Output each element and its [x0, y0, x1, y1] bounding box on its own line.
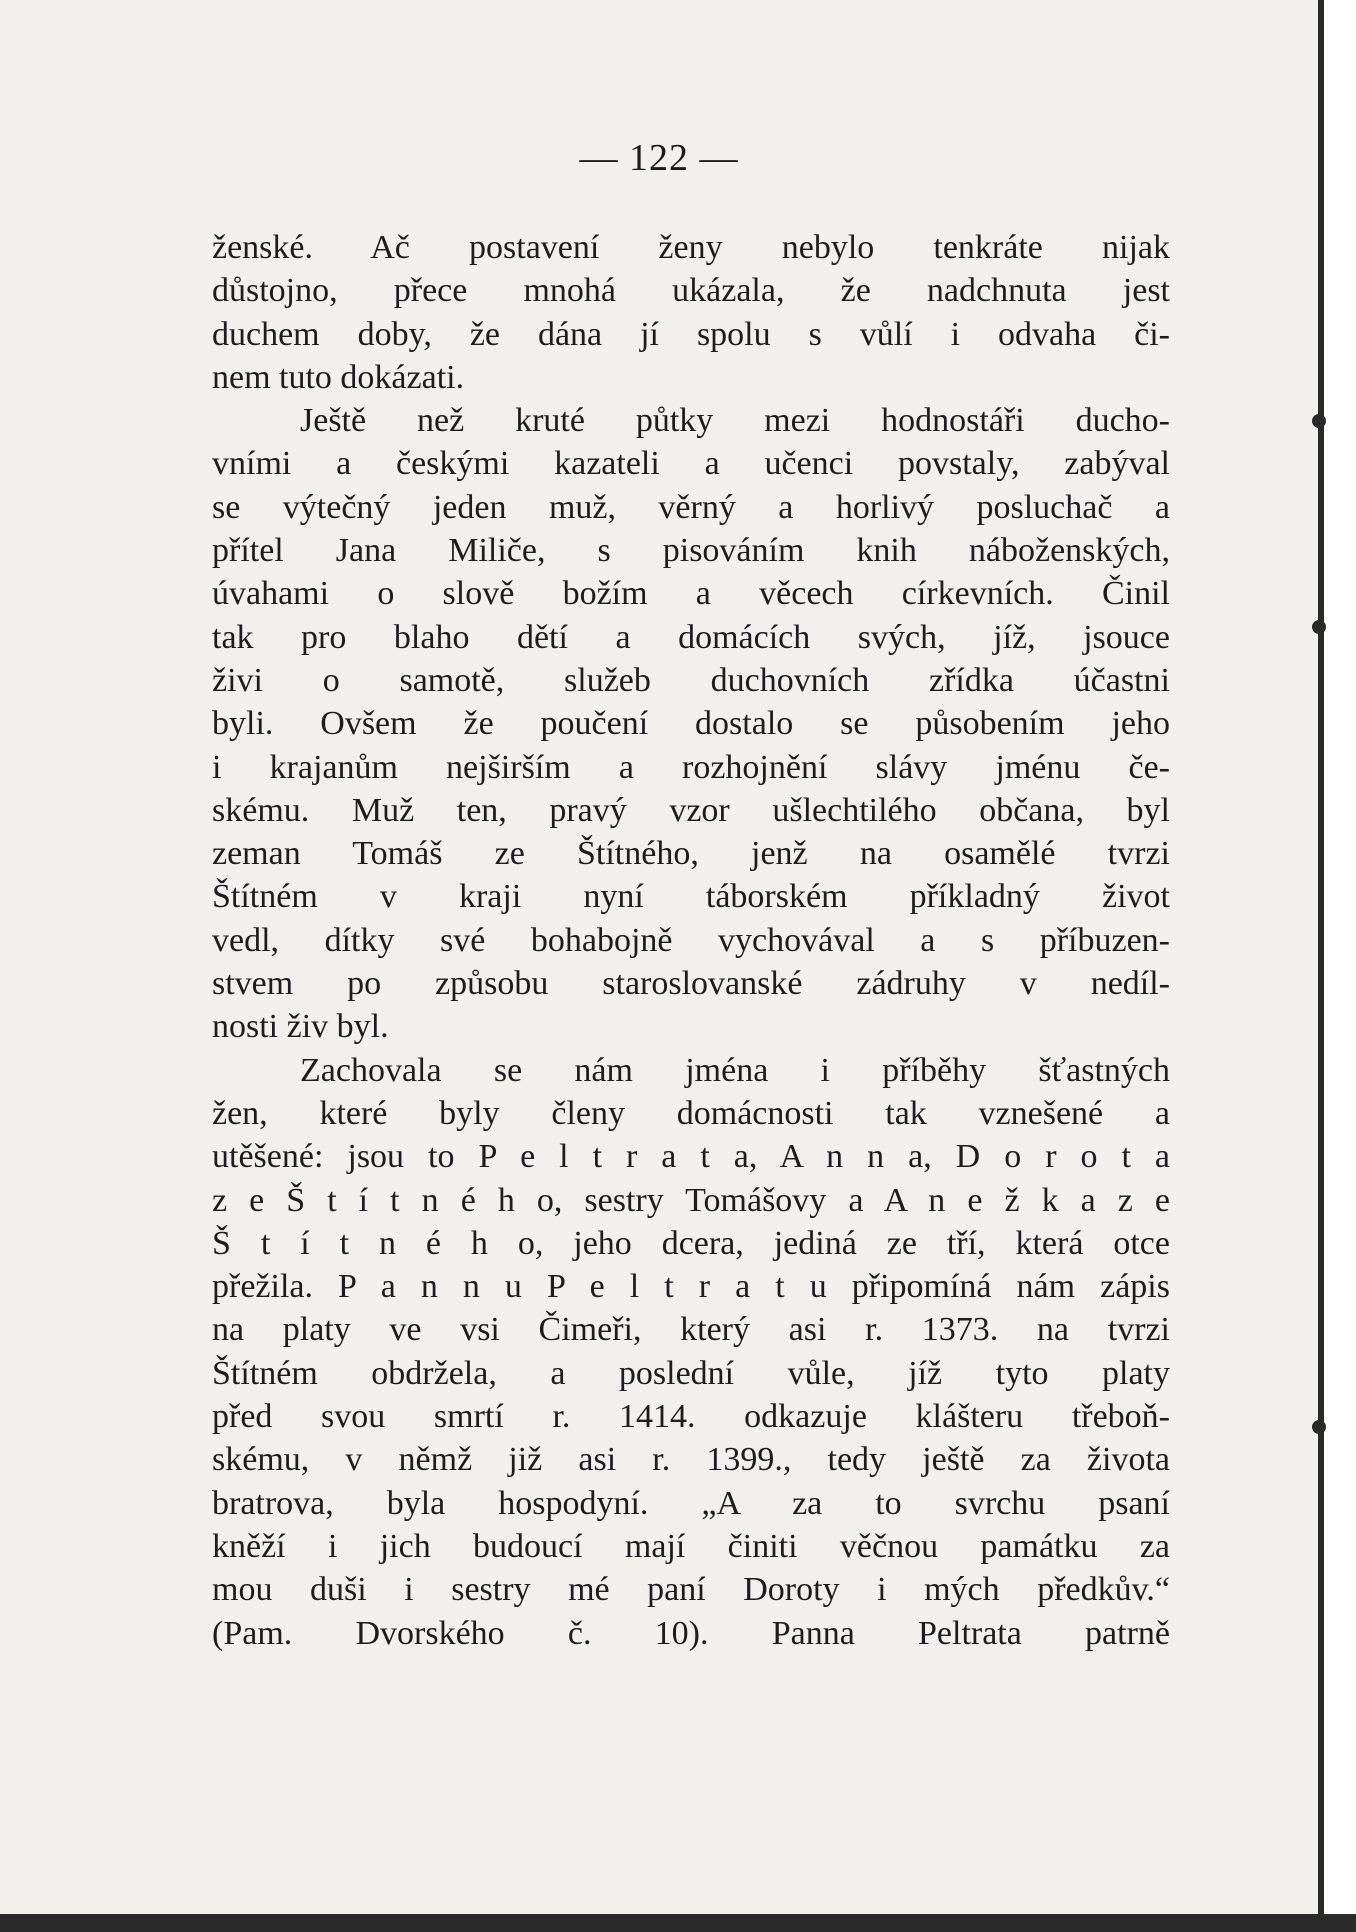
text-line: se výtečný jeden muž, věrný a horlivý posluchač a: [212, 488, 1170, 526]
edge-mark: [1312, 1420, 1326, 1434]
text-line: skému. Muž ten, pravý vzor ušlechtilého občana, byl: [212, 791, 1170, 829]
text-line: (Pam. Dvorského č. 10). Panna Peltrata patrně: [212, 1614, 1170, 1652]
text-line: vedl, dítky své bohabojně vychovával a s příbuzen-: [212, 921, 1170, 959]
text-line: na platy ve vsi Čimeři, který asi r. 1373. na tvrzi: [212, 1311, 1170, 1349]
bottom-shadow: [0, 1914, 1356, 1932]
text-line: nem tuto dokázati.: [212, 358, 465, 396]
text-line: žen, které byly členy domácnosti tak vznešené a: [212, 1094, 1170, 1132]
text-line: z e Š t í t n é h o, sestry Tomášovy a A n e ž k a z e: [212, 1181, 1170, 1219]
text-line: zeman Tomáš ze Štítného, jenž na osamělé tvrzi: [212, 835, 1170, 873]
page-edge: [1318, 0, 1324, 1932]
text-line: přítel Jana Miliče, s pisováním knih náboženských,: [212, 532, 1170, 570]
text-line: živi o samotě, služeb duchovních zřídka účastni: [212, 661, 1170, 699]
text-line: skému, v němž již asi r. 1399., tedy ještě za života: [212, 1441, 1170, 1479]
text-line: před svou smrtí r. 1414. odkazuje klášteru třeboň-: [212, 1398, 1170, 1436]
text-line: tak pro blaho dětí a domácích svých, jíž, jsouce: [212, 618, 1170, 656]
edge-mark: [1312, 414, 1326, 428]
edge-mark: [1312, 620, 1326, 634]
text-line: kněží i jich budoucí mají činiti věčnou památku za: [212, 1527, 1170, 1565]
text-line: i krajanům nejširším a rozhojnění slávy jménu če-: [212, 748, 1170, 786]
text-line: Štítném v kraji nyní táborském příkladný život: [212, 878, 1170, 916]
text-line: vními a českými kazateli a učenci povstaly, zabýval: [212, 445, 1170, 483]
text-line: mou duši i sestry mé paní Doroty i mých předkův.“: [212, 1571, 1170, 1609]
text-line: důstojno, přece mnohá ukázala, že nadchnuta jest: [212, 272, 1170, 310]
text-line: nosti živ byl.: [212, 1008, 389, 1046]
text-line: ženské. Ač postavení ženy nebylo tenkráte nijak: [212, 229, 1170, 266]
paragraph-start: Zachovala se nám jména i příběhy šťastných: [300, 1051, 1170, 1089]
paragraph-start: Ještě než kruté půtky mezi hodnostáři ducho-: [300, 402, 1170, 440]
body-text: [212, 226, 1170, 1655]
text-line: utěšené: jsou to P e l t r a t a, A n n a, D o r o t a: [212, 1138, 1170, 1176]
text-line: Štítném obdržela, a poslední vůle, jíž tyto platy: [212, 1354, 1170, 1392]
text-line: stvem po způsobu staroslovanské zádruhy v nedíl-: [212, 965, 1170, 1003]
page-number: — 122 —: [579, 137, 739, 179]
text-line: duchem doby, že dána jí spolu s vůlí i odvaha či-: [212, 315, 1170, 353]
text-line: Š t í t n é h o, jeho dcera, jediná ze tří, která otce: [212, 1224, 1170, 1262]
text-line: přežila. P a n n u P e l t r a t u připomíná nám zápis: [212, 1268, 1170, 1306]
text-line: bratrova, byla hospodyní. „A za to svrchu psaní: [212, 1484, 1170, 1522]
text-line: byli. Ovšem že poučení dostalo se působením jeho: [212, 705, 1170, 743]
text-line: úvahami o slově božím a věcech církevních. Činil: [212, 575, 1170, 613]
